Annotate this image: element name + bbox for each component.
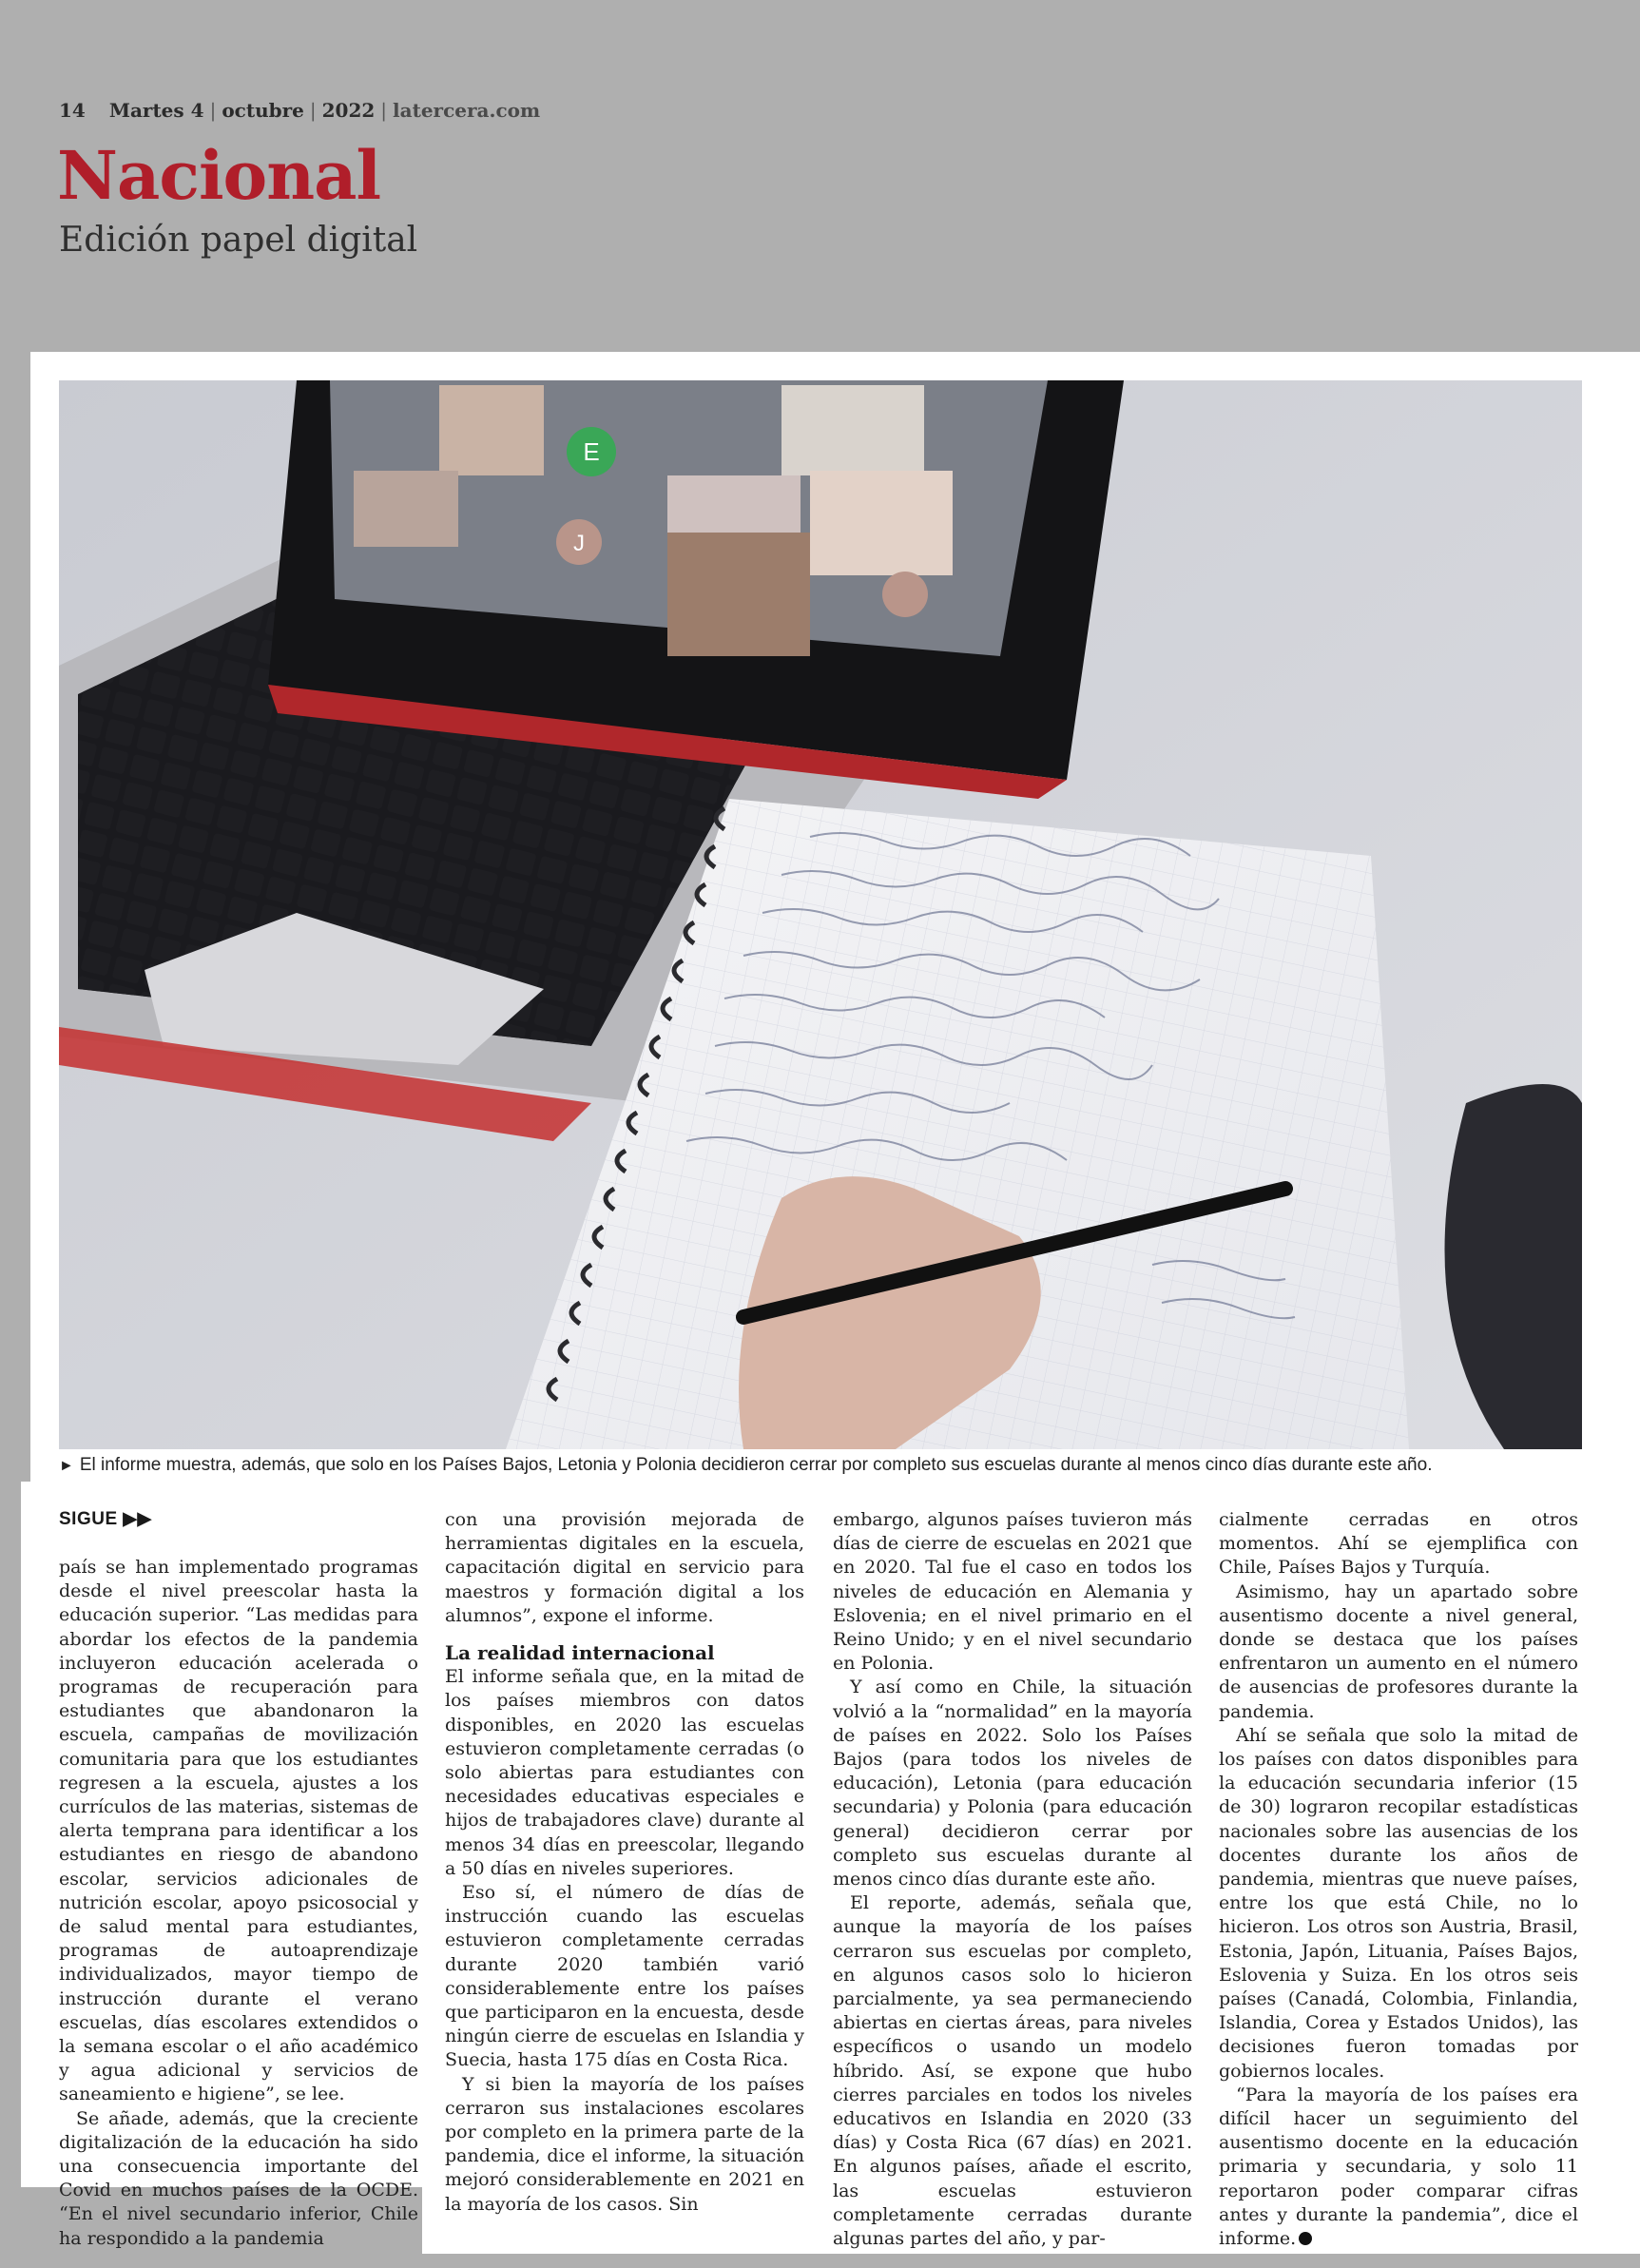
article-column-4 [1219,1508,1578,2251]
svg-text:J: J [573,531,585,556]
section-title: Nacional [57,136,381,215]
article-column-3 [833,1508,1192,2251]
paragraph: Se añade, además, que la creciente digitalización de la educación ha sido una consecuencia importante del Covid en muchos países de la OCDE. “En el nivel secundario inferior, Chile ha respondido a la pandemia [59,2107,418,2249]
paragraph: El informe señala que, en la mitad de los países miembros con datos disponibles, en 2020 las escuelas estuvieron completamente cerradas (o solo abiertas para estudiantes con necesidades educativas especiales e hijos de trabajadores clave) durante al menos 34 días en preescolar, llegando a 50 días en niveles superiores. [445,1666,804,1879]
page-header [59,99,540,122]
paragraph: Asimismo, hay un apartado sobre ausentismo docente a nivel general, donde se destaca que los países enfrentaron un aumento en el número de ausencias de profesores durante la pandemia. [1219,1580,1578,1722]
separator: | [309,99,317,122]
paragraph: país se han implementado programas desde el nivel preescolar hasta la educación superior. “Las medidas para abordar los efectos de la pandemia incluyeron educación acelerada o programas de recuperación para estudiantes que abandonaron la escuela, campañas de movilización comunitaria para que los estudiantes regresen a la escuela, ajustes a los currículos de las materias, sistemas de alerta temprana para identificar a los estudiantes en riesgo de abandono escolar, servicios adicionales de nutrición escolar, apoyo psicosocial y de salud mental para estudiantes, programas de autoaprendizaje individualizados, mayor tiempo de instrucción durante el verano escuelas, días escolares extendidos o la semana escolar o el año académico y agua adicional y servicios de saneamiento e higiene”, se lee. [59,1557,418,2105]
article-column-1 [59,1556,418,2251]
photo-laptop-notebook-icon [59,380,1582,1449]
double-arrow-icon: ▶▶ [123,1509,152,1529]
caption-text: El informe muestra, además, que solo en los Países Bajos, Letonia y Polonia decidieron cerrar por completo sus escuelas durante al menos cinco días durante este año. [79,1455,1433,1475]
article-column-2 [445,1508,804,2217]
caption-marker: ► [59,1458,74,1474]
paragraph-final [1219,2084,1578,2251]
continuation-label: SIGUE ▶▶ [59,1509,152,1529]
issue-year: 2022 [321,99,376,122]
issue-day: Martes 4 [108,99,204,122]
subheading: La realidad internacional [445,1641,715,1665]
paragraph: embargo, algunos países tuvieron más días de cierre de escuelas en 2021 que en 2020. Tal fue el caso en todos los niveles de educación en Alemania y Eslovenia; en el nivel primario en el Reino Unido; y en el nivel secundario en Polonia. [833,1509,1192,1675]
photo-caption [59,1455,1618,1476]
paragraph: El reporte, además, señala que, aunque la mayoría de los países cerraron sus escuelas por completo, en algunos casos solo lo hicieron parcialmente, ya sea permaneciendo abiertas en ciertas áreas, para niveles específicos o usando un modelo híbrido. Así, se expone que hubo cierres parciales en todos los niveles educativos en Islandia en 2020 (33 días) y Costa Rica (67 días) en 2021. En algunos países, añade el escrito, las escuelas estuvieron completamente cerradas durante algunas partes del año, y par- [833,1892,1192,2250]
final-text: “Para la mayoría de los países era difícil hacer un seguimiento del ausentismo docente en la educación primaria y secundaria, y solo 11 reportaron poder comparar cifras antes y durante la pandemia”, dice el informe. [1219,2084,1578,2250]
paragraph: Eso sí, el número de días de instrucción cuando las escuelas estuvieron completamente cerradas durante 2020 también varió considerablemente entre los países que participaron en la encuesta, desde ningún cierre de escuelas en Islandia y Suecia, hasta 175 días en Costa Rica. [445,1882,804,2071]
paragraph: Y así como en Chile, la situación volvió a la “normalidad” en la mayoría de países en 2022. Solo los Países Bajos (para todos los niveles de educación), Letonia (para educación secundaria) y Polonia (para educación general) decidieron cerrar por completo sus escuelas durante al menos cinco días durante este año. [833,1677,1192,1890]
paragraph: Y si bien la mayoría de los países cerraron sus instalaciones escolares por completo en la primera parte de la pandemia, dice el informe, la situación mejoró considerablemente en 2021 en la mayoría de los casos. Sin [445,2073,804,2215]
separator: | [380,99,388,122]
issue-month: octubre [222,99,304,122]
section-subtitle: Edición papel digital [59,221,418,260]
page-number: 14 [59,99,86,122]
paragraph: cialmente cerradas en otros momentos. Ahí se ejemplifica con Chile, Países Bajos y Turquía. [1219,1509,1578,1579]
svg-text:E: E [583,437,600,466]
separator: | [209,99,217,122]
end-of-article-icon [1299,2232,1312,2245]
article-photo [59,380,1582,1449]
site-link[interactable]: latercera.com [393,99,541,122]
paragraph: Ahí se señala que solo la mitad de los países con datos disponibles para la educación secundaria inferior (15 de 30) lograron recopilar estadísticas nacionales sobre las ausencias de los docentes durante los años de pandemia, mientras que nueve países, entre los que está Chile, no lo hicieron. Los otros son Austria, Brasil, Estonia, Japón, Lituania, Países Bajos, Eslovenia y Suiza. En los otros seis países (Canadá, Colombia, Finlandia, Islandia, Corea y Estados Unidos), las decisiones fueron tomadas por gobiernos locales. [1219,1724,1578,2082]
paragraph: con una provisión mejorada de herramientas digitales en la escuela, capacitación digital en servicio para maestros y formación digital a los alumnos”, expone el informe. [445,1509,804,1626]
